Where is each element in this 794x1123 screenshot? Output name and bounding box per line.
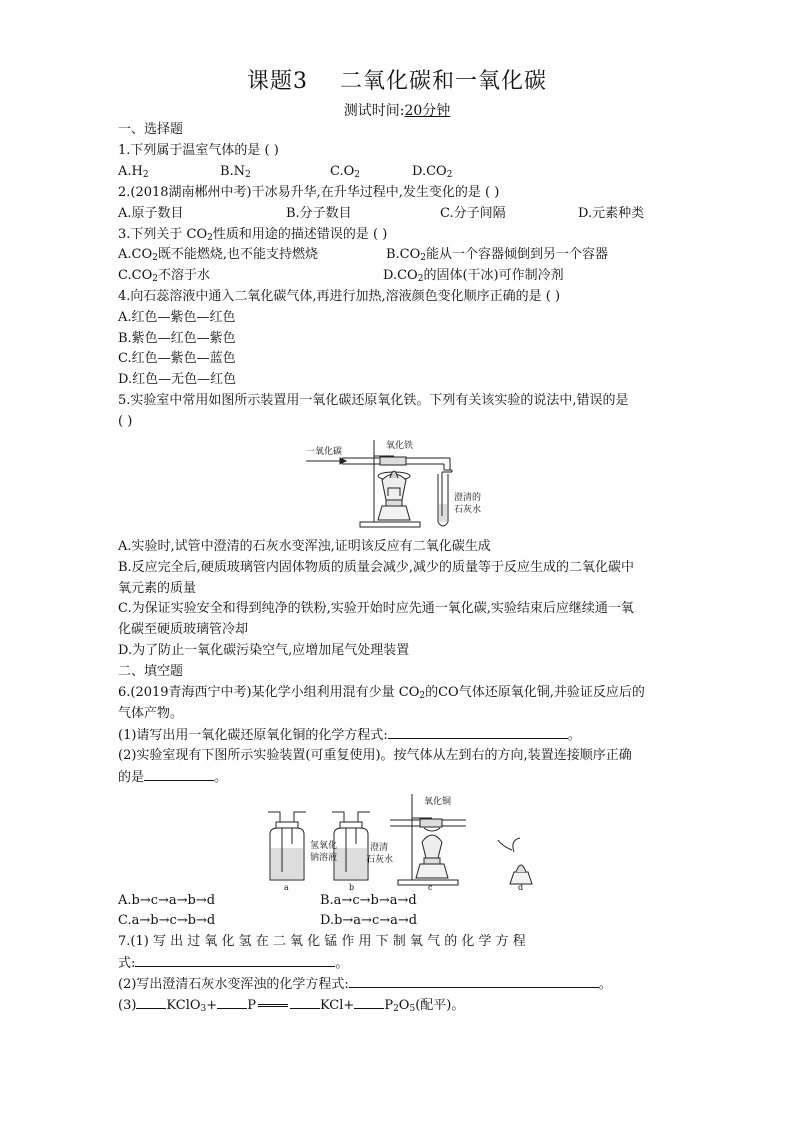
q7-coef-3[interactable] <box>290 996 320 1009</box>
equals-sign <box>258 1004 288 1007</box>
page-title: 课题3 二氧化碳和一氧化碳 <box>247 69 547 94</box>
q5-option-b-line1: B.反应完全后,硬质玻璃管内固体物质的质量会减少,减少的质量等于反应生成的二氧化碳中 <box>118 560 634 575</box>
q5-option-a: A.实验时,试管中澄清的石灰水变浑浊,证明该反应有二氧化碳生成 <box>118 539 491 554</box>
section-heading-choice: 一、选择题 <box>118 122 184 137</box>
q7-part1-blank[interactable] <box>135 954 335 967</box>
label-d: d <box>518 883 524 892</box>
label-naoh-1: 氢氧化 <box>310 841 338 851</box>
q2-option-b: B.分子数目 <box>286 206 352 221</box>
q3-option-c: $C.CO_2$不溶于水 <box>118 268 210 284</box>
label-limewater-2: 石灰水 <box>454 505 482 515</box>
q7-coef-1[interactable] <box>136 996 166 1009</box>
label-c: c <box>428 883 433 892</box>
q7-part1-line1: 7.(1) 写 出 过 氧 化 氢 在 二 氧 化 锰 作 用 下 制 氧 气 的 化 学 方 程 <box>118 934 526 949</box>
label-copper-oxide: 氧化铜 <box>424 797 452 807</box>
q7-coef-4[interactable] <box>354 996 384 1009</box>
apparatus-diagram-1 <box>302 434 502 534</box>
q2-option-d: D.元素种类 <box>578 206 645 221</box>
label-b: b <box>349 883 355 892</box>
q6-part2-blank[interactable] <box>144 768 214 781</box>
time-value: 20分钟 <box>404 103 451 119</box>
q7-part2: (2)写出澄清石灰水变浑浊的化学方程式: 。 <box>118 977 612 992</box>
q5-option-d: D.为了防止一氧化碳污染空气,应增加尾气处理装置 <box>118 643 410 658</box>
q6-part2-line1: (2)实验室现有下图所示实验装置(可重复使用)。按气体从左到右的方向,装置连接顺序正确 <box>118 748 632 763</box>
q6-option-b: B.a→c→b→a→d <box>320 893 417 908</box>
q3-option-a: $A.CO_2$既不能燃烧,也不能支持燃烧 <box>118 247 318 263</box>
q7-part2-blank[interactable] <box>349 975 599 988</box>
q1-option-a: $A.H_2$ <box>118 164 149 180</box>
q3-option-d: $D.CO_2$的固体(干冰)可作制冷剂 <box>383 268 564 284</box>
q5-option-b-line2: 氧元素的质量 <box>118 581 197 596</box>
q6-part2-line2: 的是 。 <box>118 770 228 785</box>
q5-option-c-line2: 化碳至硬质玻璃管冷却 <box>118 622 249 637</box>
label-a: a <box>284 883 289 892</box>
q5-option-c-line1: C.为保证实验安全和得到纯净的铁粉,实验开始时应先通一氧化碳,实验结束后应继续通一氧 <box>118 601 634 616</box>
q3-stem: 3.下列关于 $CO_2$性质和用途的描述错误的是 ( ) <box>118 227 388 243</box>
test-time <box>0 100 794 120</box>
label-limewater-1: 澄清的 <box>454 493 482 503</box>
q6-option-a: A.b→c→a→b→d <box>118 893 216 908</box>
q4-option-c: C.红色—紫色—蓝色 <box>118 351 236 366</box>
q5-stem: 5.实验室中常用如图所示装置用一氧化碳还原氧化铁。下列有关该实验的说法中,错误的是 <box>118 393 629 408</box>
q6-part1-blank[interactable] <box>388 726 568 739</box>
label-iron-oxide: 氧化铁 <box>386 441 414 451</box>
label-limewater-b-1: 澄清 <box>370 843 389 853</box>
q1-option-b: $B.N_2$ <box>220 164 251 180</box>
q4-option-a: A.红色—紫色—红色 <box>118 310 236 325</box>
label-naoh-2: 钠溶液 <box>310 853 338 863</box>
q3-option-b: $B.CO_2$能从一个容器倾倒到另一个容器 <box>386 247 609 263</box>
apparatus-diagram-2 <box>262 788 552 892</box>
q6-stem-line1: 6.(2019青海西宁中考)某化学小组利用混有少量 $CO_2$的CO气体还原氧化铜,并验证反应后的 <box>118 685 645 701</box>
q7-part3: (3) KClO$_3$+ P $KCl+ P_2O_5$(配平)。 <box>118 998 465 1014</box>
q4-option-d: D.红色—无色—红色 <box>118 372 237 387</box>
gas-verification-apparatus <box>262 788 552 892</box>
q6-option-d: D.b→a→c→a→d <box>320 913 418 928</box>
label-limewater-b-2: 石灰水 <box>366 855 394 865</box>
time-label: 测试时间: <box>343 103 405 119</box>
q7-part1-line2: 式: 。 <box>118 956 349 971</box>
q1-option-d: $D.CO_2$ <box>412 164 453 180</box>
q1-stem: 1.下列属于温室气体的是 ( ) <box>118 143 279 158</box>
q6-part1: (1)请写出用一氧化碳还原氧化铜的化学方程式: 。 <box>118 728 581 743</box>
section-heading-fill: 二、填空题 <box>118 664 184 679</box>
q1-option-c: $C.O_2$ <box>330 164 361 180</box>
q4-stem: 4.向石蕊溶液中通入二氧化碳气体,再进行加热,溶液颜色变化顺序正确的是 ( ) <box>118 289 561 304</box>
q4-option-b: B.紫色—红色—紫色 <box>118 331 236 346</box>
label-carbon-monoxide: 一氧化碳 <box>306 447 343 457</box>
q6-option-c: C.a→b→c→b→d <box>118 913 216 928</box>
q2-option-c: C.分子间隔 <box>440 206 506 221</box>
q6-stem-line2: 气体产物。 <box>118 706 184 721</box>
q2-stem: 2.(2018湖南郴州中考)干冰易升华,在升华过程中,发生变化的是 ( ) <box>118 185 500 200</box>
q2-option-a: A.原子数目 <box>118 206 184 221</box>
co-reduction-apparatus <box>302 434 502 534</box>
q7-coef-2[interactable] <box>217 996 247 1009</box>
q5-answer-paren: ( ) <box>118 414 133 429</box>
